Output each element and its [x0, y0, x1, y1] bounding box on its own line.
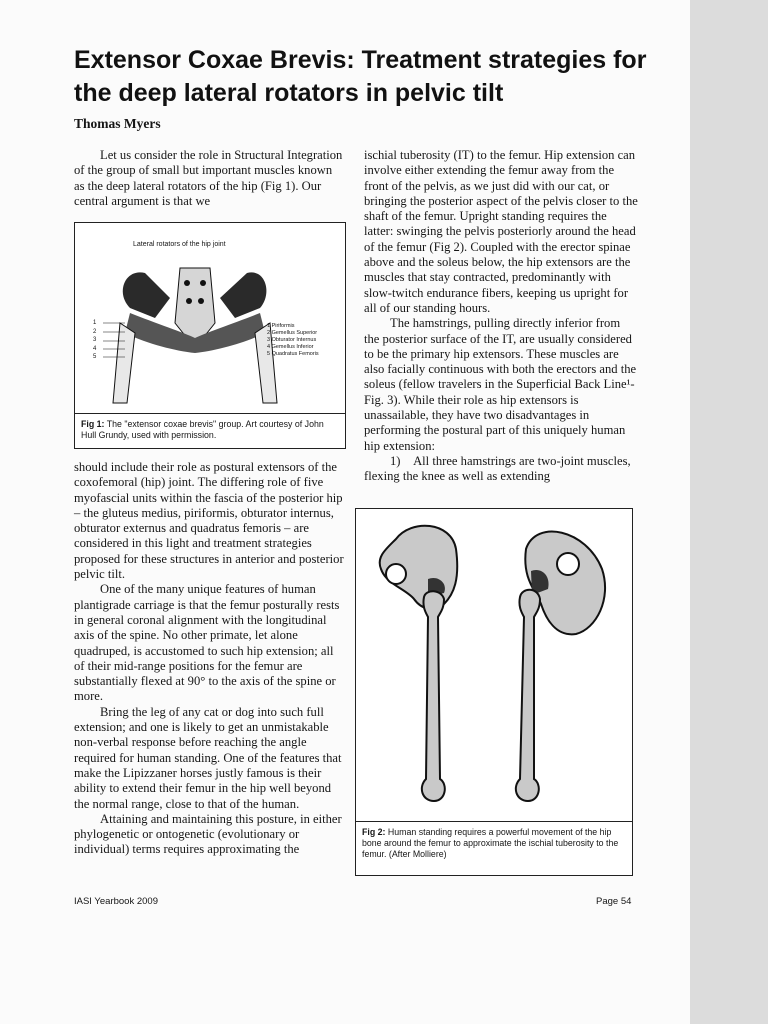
left-paragraph-5: Attaining and maintaining this posture, in either phylogenetic or ontogenetic (evolutionary or individual) terms requires approximating the: [74, 811, 342, 857]
article-title: Extensor Coxae Brevis: Treatment strategies for the deep lateral rotators in pelvic tilt: [74, 46, 647, 107]
figure-1-numbers: [93, 319, 96, 362]
hip-femur-illustration: [356, 509, 632, 819]
left-paragraph-3: One of the many unique features of human plantigrade carriage is that the femur posturally rests in general coronal alignment with the longitudinal axis of the spine. No other primate, let alone quadruped, is accustomed to such hip extension; all of their mid-range positions for the femur are substantially flexed at 90° to the axis of the spine or more.: [74, 582, 340, 704]
footer-page-number: Page 54: [596, 896, 632, 907]
femur-left: [422, 591, 445, 801]
figure-1: [74, 222, 346, 449]
left-femur: [113, 323, 135, 403]
page-edge-shadow: [690, 0, 768, 1024]
right-paragraph-1: ischial tuberosity (IT) to the femur. Hip extension can involve either extending the femur away from the front of the pelvis, as we just did with our cat, or bringing the posterior aspect of the pelvis closer to the shaft of the femur. Upright standing requires the latter: swinging the pelvis posteriorly around the head of the femur (Fig 2). Coupled with the erector spinae above and the soleus below, the hip extensors are the muscles that stay contracted, predominantly with slow-twitch endurance fibers, keeping us upright for all of our standing hours.: [364, 148, 638, 315]
figure-1-label: 3 Obturator Internus: [267, 337, 317, 343]
article-author: Thomas Myers: [74, 116, 161, 131]
figure-1-label: 2 Gemellus Superior: [267, 330, 318, 336]
figure-1-number: 2: [93, 328, 97, 335]
right-column-top: [364, 148, 638, 485]
figure-1-heading: Lateral rotators of the hip joint: [133, 241, 226, 248]
left-paragraph-4: Bring the leg of any cat or dog into such full extension; and one is likely to get an unmistakable non-verbal response before reaching the angle required for human standing. One of the features that make the Lipizzaner horses justly famous is their ability to extend their femur in the hip well beyond the normal range, close to that of the human.: [74, 704, 342, 811]
figure-1-label: 4 Gemellus Inferior: [267, 344, 314, 350]
footer-publication: IASI Yearbook 2009: [74, 896, 158, 907]
figure-2: [355, 508, 633, 876]
left-iliac-wing: [123, 272, 170, 318]
left-column-top: [74, 148, 344, 209]
figure-2-caption: [362, 827, 626, 860]
left-column-bottom: [74, 460, 346, 858]
figure-1-number: 4: [93, 345, 97, 352]
figure-1-caption-label: Fig 1:: [81, 419, 105, 429]
pelvis-illustration: [75, 223, 345, 413]
right-iliac-wing: [220, 272, 266, 318]
figure-1-number: 5: [93, 354, 97, 361]
figure-1-caption: [81, 419, 339, 441]
figure-1-number: 3: [93, 337, 97, 344]
figure-1-caption-text: The "extensor coxae brevis" group. Art courtesy of John Hull Grundy, used with permission.: [81, 419, 324, 440]
left-paragraph-1: Let us consider the role in Structural Integration of the group of small but important muscles known as the deep lateral rotators of the hip (Fig 1). Our central argument is that we: [74, 148, 343, 208]
figure-1-number: 1: [93, 320, 97, 326]
figure-1-label: 5 Quadratus Femoris: [267, 351, 319, 357]
figure-2-caption-label: Fig 2:: [362, 827, 386, 837]
right-paragraph-2: The hamstrings, pulling directly inferior from the posterior surface of the IT, are usually considered to be the primary hip extensors. These muscles are also facially continuous with both the erectors and the soleus (fellow travelers in the Superficial Back Line¹- Fig. 3). While their role as hip extensors is unassailable, they have two disadvantages in performing the postural part of this uniquely human hip extension:: [364, 316, 637, 453]
femur-right: [516, 590, 540, 801]
figure-2-caption-text: Human standing requires a powerful movement of the hip bone around the femur to approximate the ischial tuberosity to the femur. (After Molliere): [362, 827, 619, 859]
figure-1-label: 1 Piriformis: [267, 323, 295, 329]
right-paragraph-3: 1) All three hamstrings are two-joint muscles, flexing the knee as well as extending: [364, 453, 631, 484]
left-paragraph-2: should include their role as postural extensors of the coxofemoral (hip) joint. The differing role of five myofascial units within the fascia of the posterior hip – the gluteus medius, piriformis, obturator internus, obturator externus and quadratus femoris – are considered in this light and treatment strategies proposed for these structures in anterior and posterior pelvic tilt.: [74, 460, 344, 582]
figure-1-label-list: [267, 323, 319, 358]
